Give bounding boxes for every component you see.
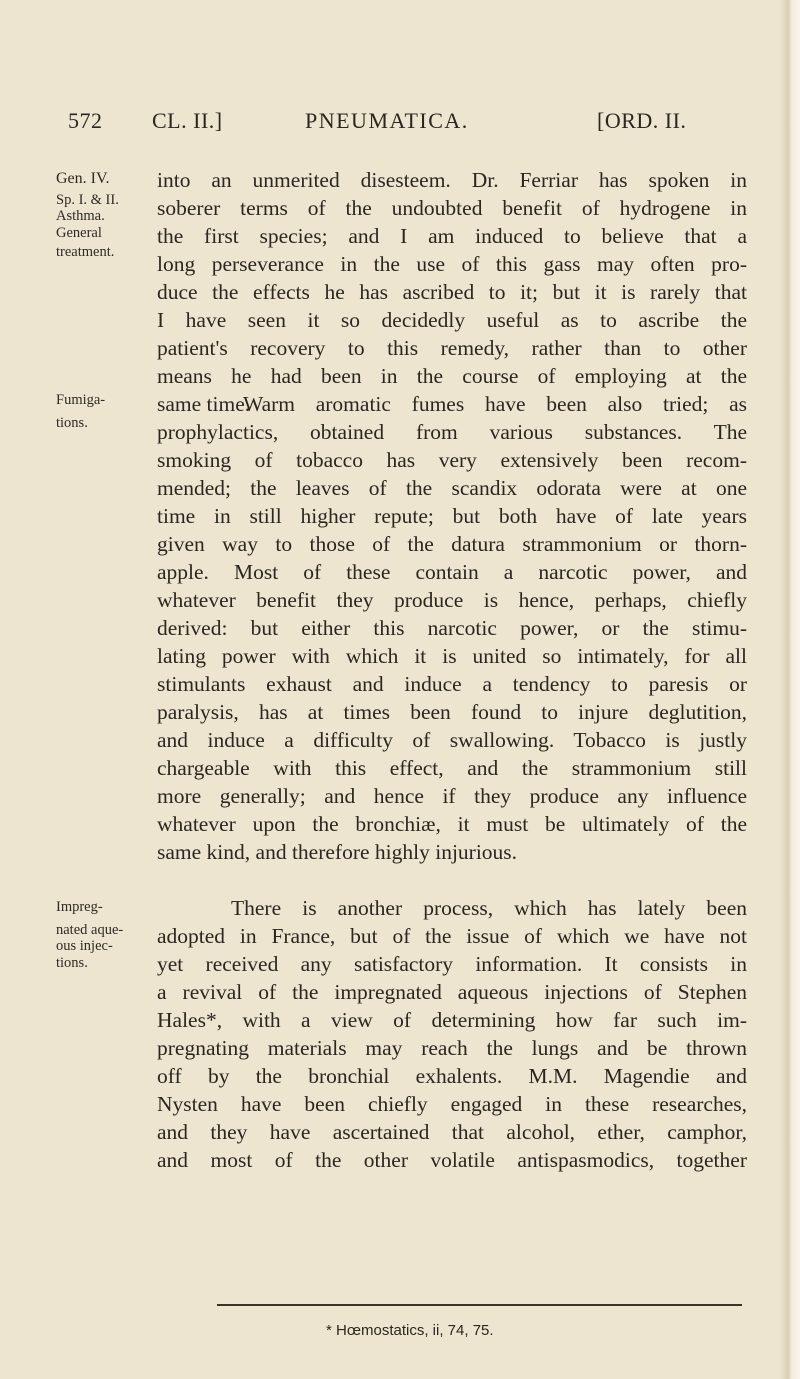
margin-line: nated aque- [56,921,124,938]
page-number: 572 [68,108,103,133]
running-header [60,108,760,138]
text-line: duce the effects he has ascribed to it; but it is rarely that [157,280,747,304]
margin-note-impregnated-injections [56,899,148,971]
text-line: a revival of the impregnated aqueous injections of Stephen [157,980,747,1004]
text-line: the first species; and I am induced to believe that a [157,224,747,248]
text-line: I have seen it so decidedly useful as to ascribe the [157,308,747,332]
text-line: adopted in France, but of the issue of which we have not [157,924,747,948]
text-line: whatever upon the bronchiæ, it must be ultimately of the [157,812,747,836]
text-line: and induce a difficulty of swallowing. Tobacco is justly [157,728,747,752]
text-line: yet received any satisfactory information. It consists in [157,952,747,976]
text-line: patient's recovery to this remedy, rather than to other [157,336,747,360]
margin-note-fumigations [56,392,148,431]
margin-line: Fumiga- [56,392,106,408]
margin-line: tions. [56,414,88,431]
text-line: same kind, and therefore highly injurious. [157,840,518,864]
text-line: more generally; and hence if they produce any influence [157,784,747,808]
footnote-rule [217,1304,742,1306]
text-line: same time. [157,392,251,416]
paragraph-impregnated-injections [157,896,747,1174]
margin-line: Impreg- [56,899,103,915]
page-edge [780,0,800,1379]
text-line: given way to those of the datura strammonium or thorn- [157,532,747,556]
text-line: There is another process, which has lately been [231,896,747,920]
margin-line: treatment. [56,244,115,260]
margin-line: ous injec- [56,938,113,954]
text-line: and they have ascertained that alcohol, ether, camphor, [157,1120,747,1144]
class-label: CL. II.] [152,108,223,133]
text-line: off by the bronchial exhalents. M.M. Magendie and [157,1064,747,1088]
footnote: * Hœmostatics, ii, 74, 75. [326,1322,494,1339]
margin-line: Sp. I. & II. [56,191,119,208]
text-line: pregnating materials may reach the lungs and be thrown [157,1036,747,1060]
margin-line: Gen. IV. [56,170,110,187]
text-line: Nysten have been chiefly engaged in these researches, [157,1092,747,1116]
section-title: PNEUMATICA. [305,108,469,133]
paragraph-hydrogene [157,166,747,418]
text-line: into an unmerited disesteem. Dr. Ferriar has spoken in [157,168,747,192]
text-line: prophylactics, obtained from various substances. The [157,420,747,444]
text-line: apple. Most of these contain a narcotic power, and [157,560,747,584]
text-line: Hales*, with a view of determining how far such im- [157,1008,747,1032]
text-line: smoking of tobacco has very extensively been recom- [157,448,747,472]
order-label: [ORD. II. [597,108,687,133]
text-line: soberer terms of the undoubted benefit of hydrogene in [157,196,747,220]
text-line: and most of the other volatile antispasmodics, together [157,1148,747,1172]
text-line: stimulants exhaust and induce a tendency to paresis or [157,672,747,696]
margin-line: Asthma. [56,208,105,224]
text-line: paralysis, has at times been found to injure deglutition, [157,700,747,724]
text-line: mended; the leaves of the scandix odorata were at one [157,476,747,500]
text-line: long perseverance in the use of this gass may often pro- [157,252,747,276]
text-line: lating power with which it is united so intimately, for all [157,644,747,668]
text-line: time in still higher repute; but both have of late years [157,504,747,528]
text-line: derived: but either this narcotic power, or the stimu- [157,616,747,640]
margin-note-general-treatment [56,171,148,261]
margin-line: tions. [56,954,88,971]
text-line: Warm aromatic fumes have been also tried; as [243,392,747,416]
text-line: means he had been in the course of employing at the [157,364,747,388]
text-line: whatever benefit they produce is hence, perhaps, chiefly [157,588,747,612]
margin-line: General [56,224,102,241]
text-line: chargeable with this effect, and the strammonium still [157,756,747,780]
